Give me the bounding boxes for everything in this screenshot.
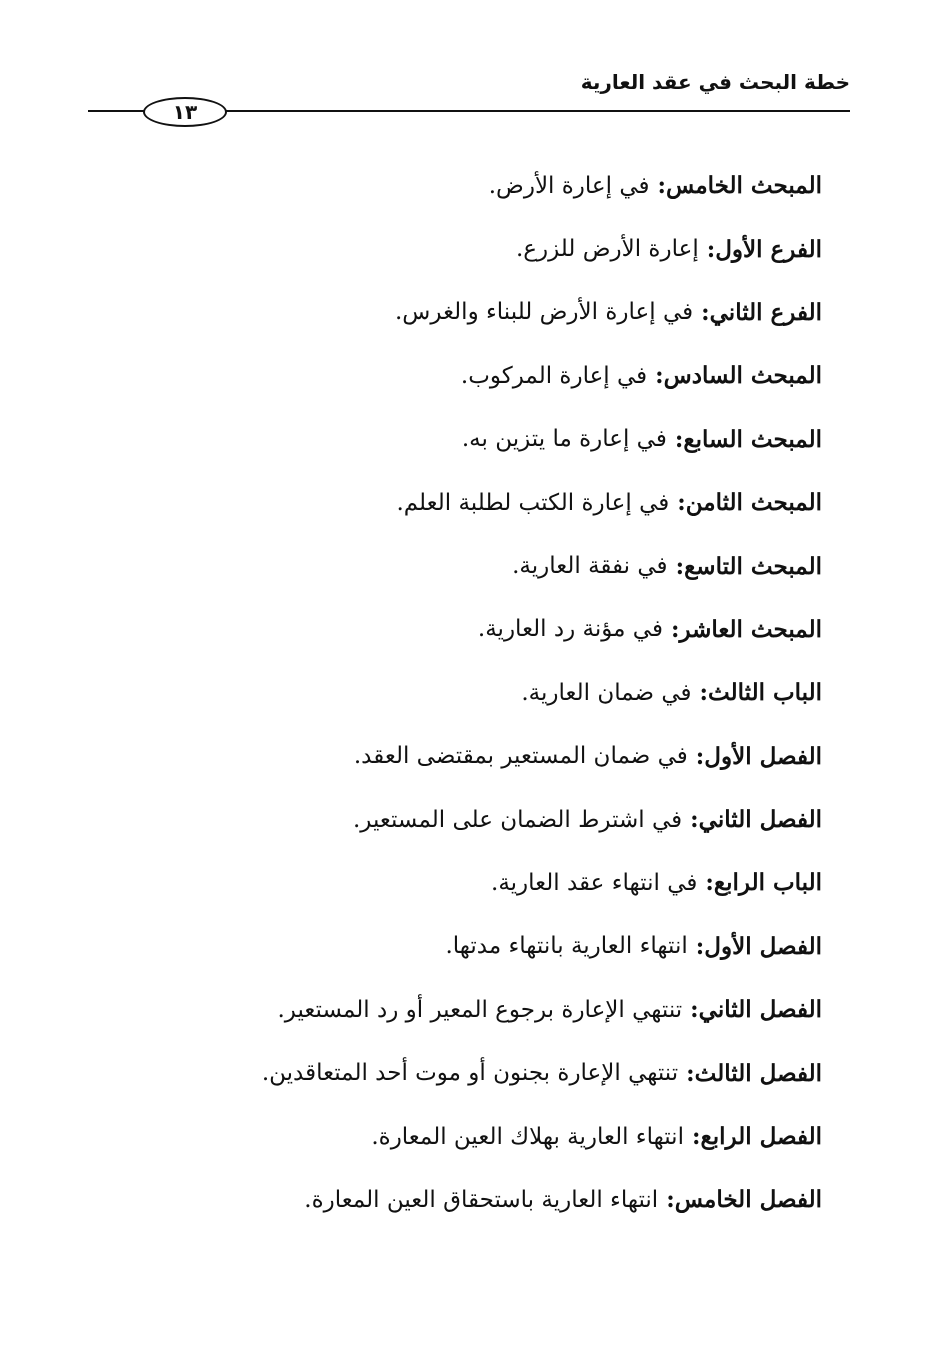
toc-entry-label: الفصل الخامس — [674, 1186, 822, 1214]
page-number: ١٣ — [172, 100, 198, 124]
toc-entry-separator: : — [690, 806, 699, 834]
toc-entry-label: المبحث السادس — [663, 362, 822, 390]
toc-entry-label: المبحث الخامس — [666, 172, 822, 200]
toc-entry-separator: : — [674, 425, 684, 453]
toc-entry-separator: : — [655, 362, 664, 390]
toc-entry-title: في انتهاء عقد العارية. — [491, 869, 698, 896]
toc-entry — [92, 1041, 822, 1104]
toc-entry-title: في اشترط الضمان على المستعير. — [352, 806, 683, 833]
toc-entry — [92, 344, 822, 407]
toc-entry — [92, 217, 822, 280]
toc-entry — [92, 978, 822, 1041]
toc-entry-separator: : — [686, 1059, 695, 1087]
toc-entry-title: في مؤنة رد العارية. — [477, 616, 663, 643]
toc-entry-title: تنتهي الإعارة بجنون أو موت أحد المتعاقدين. — [261, 1060, 679, 1087]
toc-entry-separator: : — [691, 1123, 701, 1151]
toc-entry — [92, 725, 822, 788]
toc-entry-separator: : — [670, 615, 680, 643]
toc-entry-title: انتهاء العارية بانتهاء مدتها. — [445, 933, 688, 960]
toc-entry — [92, 534, 822, 597]
toc-entry-label: الفصل الثاني — [698, 806, 822, 834]
toc-entry-title: انتهاء العارية باستحقاق العين المعارة. — [304, 1186, 659, 1213]
page-number-oval — [143, 97, 227, 127]
toc-entry-separator: : — [706, 235, 716, 263]
toc-entry-title: انتهاء العارية بهلاك العين المعارة. — [371, 1123, 684, 1150]
toc-entry-separator: : — [699, 679, 709, 707]
toc-entry — [92, 408, 822, 471]
toc-entry-title: في إعارة ما يتزين به. — [461, 426, 667, 453]
toc-entry-title: في إعارة الكتب لطلبة العلم. — [396, 489, 670, 516]
toc-entry-separator: : — [695, 742, 705, 770]
toc-entry-separator: : — [677, 489, 686, 517]
toc-entry-title: في ضمان المستعير بمقتضى العقد. — [353, 743, 688, 770]
toc-entry-separator: : — [695, 932, 705, 960]
toc-entry-separator: : — [675, 552, 685, 580]
toc-entry-separator: : — [690, 996, 699, 1024]
toc-entry — [92, 661, 822, 724]
toc-entry-separator: : — [701, 298, 710, 326]
toc-entry-label: الفصل الرابع — [700, 1123, 822, 1151]
toc-entry — [92, 1105, 822, 1168]
toc-entry-label: الفرع الثاني — [709, 298, 822, 326]
toc-entry-title: في إعارة المركوب. — [460, 362, 648, 389]
toc-entry-label: المبحث التاسع — [684, 552, 822, 580]
toc-entry-separator: : — [666, 1186, 675, 1214]
toc-entry-title: في ضمان العارية. — [521, 679, 692, 706]
toc-entry — [92, 281, 822, 344]
toc-entry-separator: : — [657, 172, 667, 200]
running-header: خطة البحث في عقد العارية — [580, 70, 850, 94]
toc-entry-title: في إعارة الأرض. — [488, 172, 650, 199]
toc-entry-label: الباب الرابع — [713, 869, 822, 897]
toc-entry — [92, 851, 822, 914]
toc-entry — [92, 1168, 822, 1231]
toc-entry — [92, 598, 822, 661]
toc-entry-title: إعارة الأرض للزرع. — [515, 236, 699, 263]
toc-entry — [92, 154, 822, 217]
toc-entry-title: في إعارة الأرض للبناء والغرس. — [395, 299, 694, 326]
toc-entry — [92, 788, 822, 851]
table-of-contents — [92, 154, 822, 1232]
toc-entry-label: المبحث السابع — [683, 425, 822, 453]
toc-entry-label: الفصل الأول — [704, 742, 822, 770]
toc-entry-label: الفصل الأول — [704, 932, 822, 960]
toc-entry — [92, 915, 822, 978]
toc-entry-title: في نفقة العارية. — [512, 553, 668, 580]
toc-entry-label: المبحث الثامن — [685, 489, 822, 517]
toc-entry-title: تنتهي الإعارة برجوع المعير أو رد المستعير. — [277, 996, 683, 1023]
toc-entry — [92, 471, 822, 534]
toc-entry-label: المبحث العاشر — [679, 615, 822, 643]
toc-entry-label: الباب الثالث — [708, 679, 822, 707]
toc-entry-label: الفرع الأول — [715, 235, 822, 263]
toc-entry-separator: : — [705, 869, 714, 897]
toc-entry-label: الفصل الثاني — [698, 996, 822, 1024]
toc-entry-label: الفصل الثالث — [694, 1059, 822, 1087]
